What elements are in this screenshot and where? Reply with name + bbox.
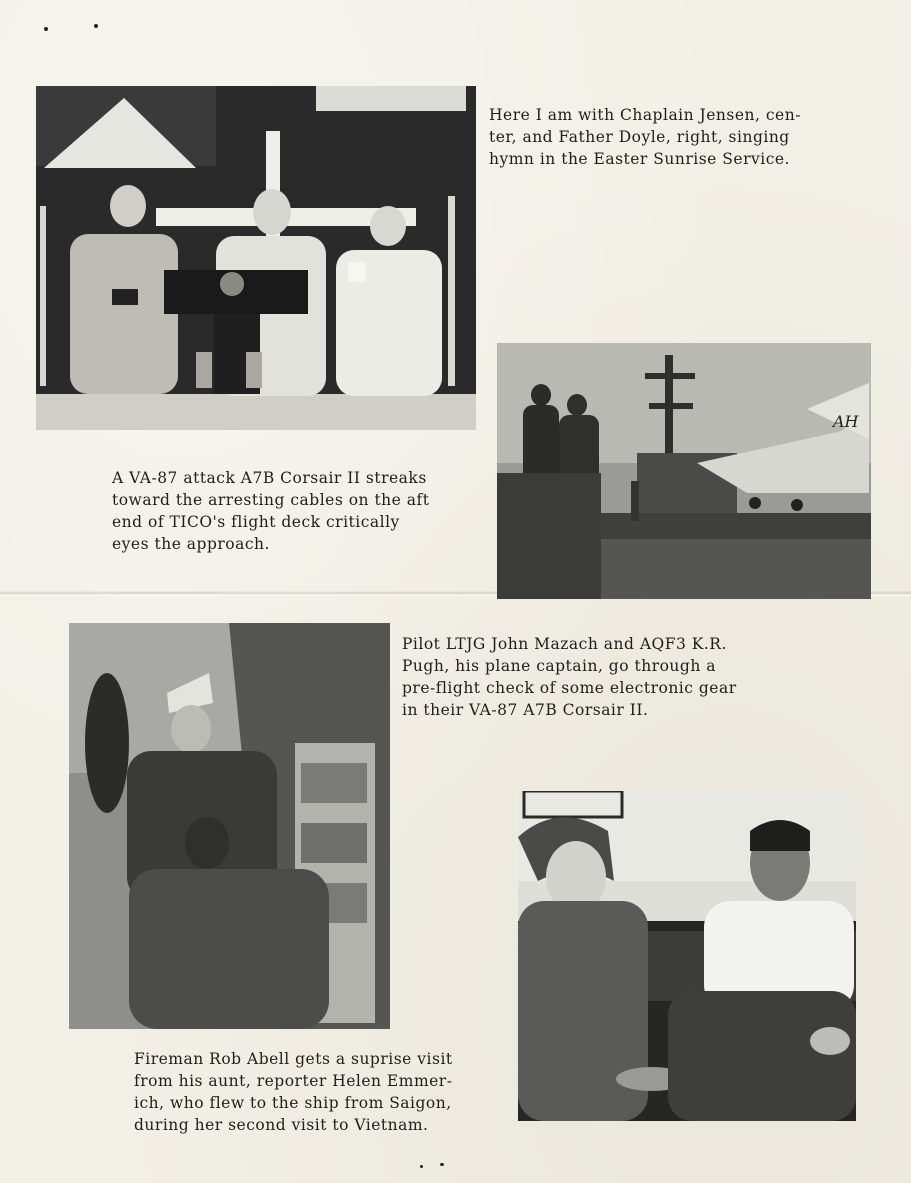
svg-text:AH: AH — [833, 412, 859, 431]
caption-aunt-visit: Fireman Rob Abell gets a suprise visit from his aunt, reporter Helen Emmer- ich, who flew to the ship from Saigon, during her second visit to Vietnam. — [134, 1050, 453, 1134]
ink-speck — [94, 24, 98, 28]
caption-corsair-landing: A VA-87 attack A7B Corsair II streaks toward the arresting cables on the aft end of TICO's flight deck critically eyes the approach. — [112, 469, 430, 553]
photo-aunt-visit — [518, 791, 856, 1121]
photo-easter-service — [36, 86, 476, 430]
photo-corsair-landing — [497, 343, 871, 599]
ink-speck — [44, 27, 48, 31]
ink-speck — [440, 1163, 444, 1166]
ink-speck — [420, 1165, 423, 1168]
caption-easter-service: Here I am with Chaplain Jensen, cen- ter, and Father Doyle, right, singing hymn in the Easter Sunrise Service. — [489, 106, 801, 168]
photo-preflight-check — [69, 623, 390, 1029]
caption-preflight-check: Pilot LTJG John Mazach and AQF3 K.R. Pugh, his plane captain, go through a pre-flight check of some electronic gear in their VA-87 A7B Corsair II. — [402, 635, 737, 719]
